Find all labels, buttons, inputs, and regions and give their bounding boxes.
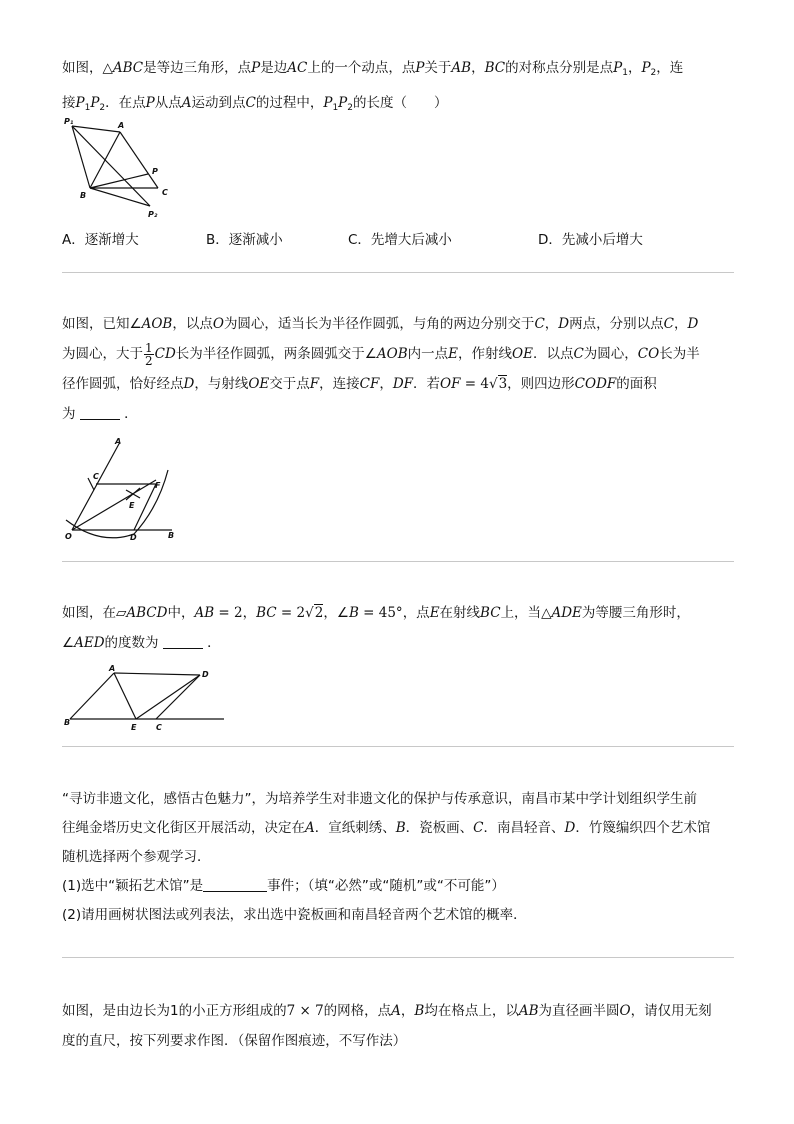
q3-label-D: D xyxy=(202,670,209,679)
q4-line-4: (1)选中“颖拓艺术馆”是 事件；（填“必然”或“随机”或“不可能”） xyxy=(62,878,505,894)
q3-label-B: B xyxy=(64,718,71,727)
q1-option-a[interactable]: A．逐渐增大 xyxy=(62,232,139,248)
q1-options xyxy=(62,228,734,252)
q3-label-E: E xyxy=(131,723,137,732)
q1-option-c[interactable]: C．先增大后减小 xyxy=(348,232,452,248)
q1-option-b[interactable]: B．逐渐减小 xyxy=(206,232,283,248)
q2-label-D: D xyxy=(130,533,137,542)
q5-line-1: 如图，是由边长为1的小正方形组成的7 × 7的网格，点A，B均在格点上，以AB为直径画半圆O，请仅用无刻 xyxy=(62,1003,712,1019)
q2-label-O: O xyxy=(65,532,72,541)
q2-label-B: B xyxy=(168,531,175,540)
q2-label-F: F xyxy=(155,481,161,490)
q2-line-2: 为圆心，大于 $\frac{1}{2}$ CD长为半径作圆弧，两条圆弧交于∠AOB内一点E，作射线OE．以点C为圆心，CO长为半 xyxy=(62,340,700,368)
divider-2 xyxy=(62,561,734,562)
q3-label-C: C xyxy=(156,723,162,732)
q2-line-4: 为 ． xyxy=(62,406,138,422)
q2-label-A: A xyxy=(115,437,122,446)
question-4 xyxy=(62,785,734,930)
divider-3 xyxy=(62,746,734,747)
q1-line-2: 接$P_1P_2$．在点P从点A运动到点C的过程中，$P_1P_2$的长度（ ） xyxy=(62,95,448,113)
question-1 xyxy=(62,53,734,123)
q1-figure xyxy=(60,114,172,222)
q4-line-5: (2)请用画树状图法或列表法，求出选中瓷板画和南昌轻音两个艺术馆的概率． xyxy=(62,907,527,923)
q3-line-2: ∠AED的度数为 ． xyxy=(62,635,221,651)
q1-line-1: 如图，△ABC是等边三角形，点P是边AC上的一个动点，点P关于AB，BC的对称点分别是点$P_1$，$P_2$，连 xyxy=(62,60,684,78)
q1-option-d[interactable]: D．先减小后增大 xyxy=(538,232,643,248)
q4-line-3: 随机选择两个参观学习． xyxy=(62,849,211,865)
q3-line-1: 如图，在▱ABCD中，AB = 2，BC = 2√2，∠B = 45°，点E在射线BC上，当△ADE为等腰三角形时， xyxy=(62,605,690,621)
q1-label-P2: P₂ xyxy=(148,210,158,219)
divider-1 xyxy=(62,272,734,273)
q1-label-P1: P₁ xyxy=(64,117,74,126)
question-5 xyxy=(62,996,734,1056)
q1-label-B: B xyxy=(80,191,87,200)
q3-label-A: A xyxy=(109,664,116,673)
q2-label-C: C xyxy=(93,472,99,481)
divider-4 xyxy=(62,957,734,958)
q2-fraction: $\frac{1}{2}$ xyxy=(145,340,153,368)
q1-label-P: P xyxy=(152,167,158,176)
question-3 xyxy=(62,598,734,658)
q2-figure xyxy=(60,436,184,544)
q2-line-3: 径作圆弧，恰好经点D，与射线OE交于点F，连接CF，DF．若OF = 4√3，则四边形CODF的面积 xyxy=(62,376,657,392)
q2-line-1: 如图，已知∠AOB，以点O为圆心，适当长为半径作圆弧，与角的两边分别交于C，D两点，分别以点C，D xyxy=(62,316,699,332)
q5-line-2: 度的直尺，按下列要求作图．（保留作图痕迹，不写作法） xyxy=(62,1033,407,1049)
q1-label-C: C xyxy=(162,188,168,197)
q4-line-1: “寻访非遗文化，感悟古色魅力”，为培养学生对非遗文化的保护与传承意识，南昌市某中学计划组织学生前 xyxy=(62,791,697,807)
q2-answer-blank[interactable] xyxy=(80,405,120,420)
q3-answer-blank[interactable] xyxy=(163,634,203,649)
q3-figure xyxy=(60,660,230,734)
q4-line-2: 往绳金塔历史文化街区开展活动，决定在A．宣纸刺绣、B．瓷板画、C．南昌轻音、D．竹篾编织四个艺术馆 xyxy=(62,820,711,836)
q2-label-E: E xyxy=(129,501,135,510)
q4-answer-blank[interactable] xyxy=(203,877,267,892)
question-2 xyxy=(62,309,734,429)
q1-label-A: A xyxy=(118,121,125,130)
